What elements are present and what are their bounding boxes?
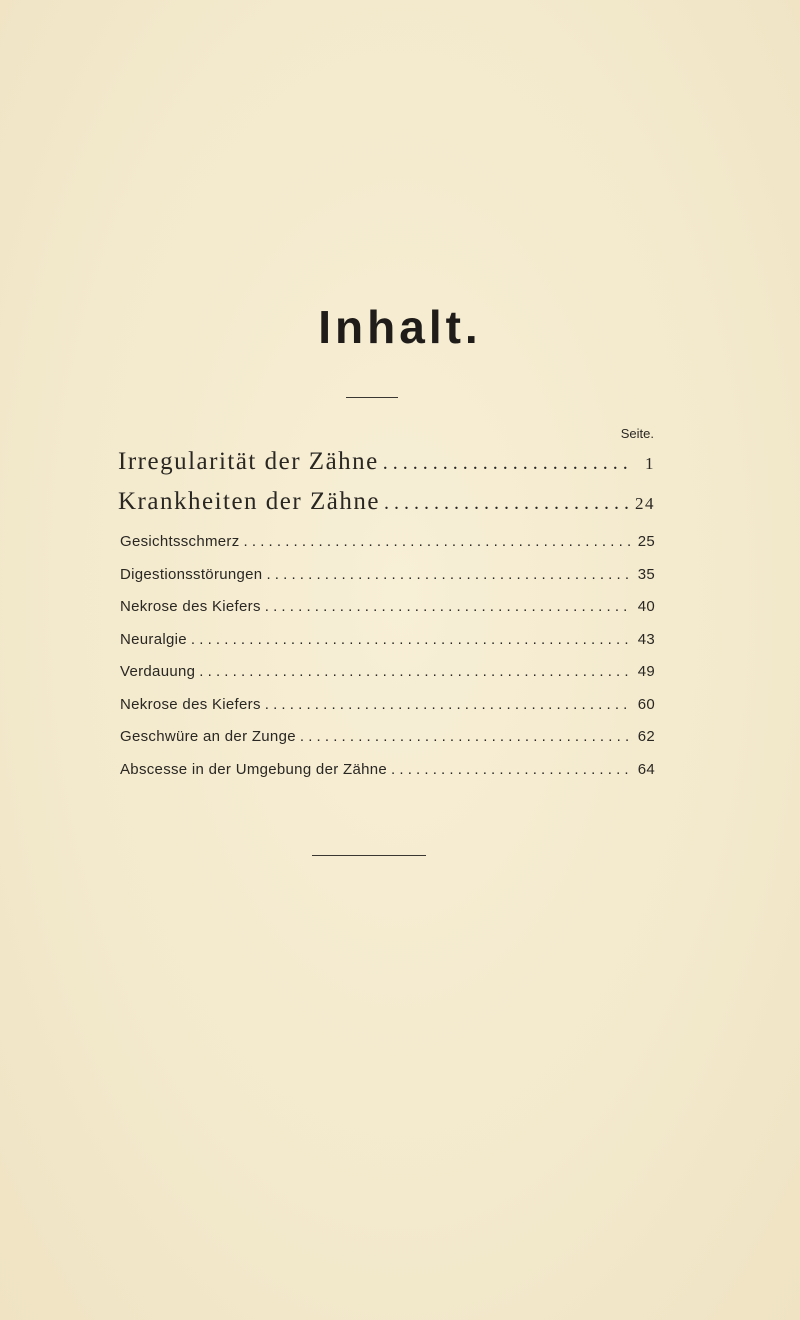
dot-leader	[265, 696, 631, 713]
closing-divider	[312, 855, 426, 856]
dot-leader	[384, 492, 629, 515]
dot-leader	[391, 761, 631, 778]
toc-entry-minor	[120, 663, 655, 680]
toc-entry-page-number: 49	[637, 663, 655, 680]
toc-entry-minor	[120, 631, 655, 648]
toc-entry-page-number: 62	[637, 728, 655, 745]
toc-entry-page-number: 60	[637, 696, 655, 713]
dot-leader	[199, 663, 631, 680]
toc-entry-minor	[120, 761, 655, 778]
toc-entry-label: Gesichtsschmerz	[120, 533, 240, 550]
toc-entry-page-number: 43	[637, 631, 655, 648]
toc-entry-minor	[120, 566, 655, 583]
toc-entry-label: Abscesse in der Umgebung der Zähne	[120, 761, 388, 778]
toc-entry-label: Verdauung	[120, 663, 196, 680]
page-column-header: Seite.	[620, 426, 654, 441]
toc-entry-label: Irregularität der Zähne	[118, 448, 379, 475]
toc-entry-minor	[120, 533, 655, 550]
toc-entry-minor	[120, 598, 655, 615]
toc-entry-minor	[120, 728, 655, 745]
dot-leader	[266, 566, 631, 583]
dot-leader	[300, 728, 631, 745]
toc-entry-minor	[120, 696, 655, 713]
toc-entry-label: Nekrose des Kiefers	[120, 598, 261, 615]
toc-entry-major	[118, 488, 655, 516]
toc-entry-major	[118, 448, 655, 476]
toc-entry-page-number: 40	[637, 598, 655, 615]
toc-entry-label: Nekrose des Kiefers	[120, 696, 261, 713]
toc-entry-page-number: 35	[637, 566, 655, 583]
page-title: Inhalt.	[318, 301, 482, 353]
toc-entry-label: Krankheiten der Zähne	[118, 488, 380, 515]
toc-entry-page-number: 24	[635, 494, 655, 513]
toc-entry-page-number: 1	[645, 454, 655, 473]
dot-leader	[383, 452, 629, 475]
dot-leader	[191, 631, 631, 648]
dot-leader	[265, 598, 631, 615]
toc-entry-page-number: 64	[637, 761, 655, 778]
toc-entry-label: Digestionsstörungen	[120, 566, 263, 583]
dot-leader	[244, 533, 631, 550]
toc-entry-label: Geschwüre an der Zunge	[120, 728, 296, 745]
toc-entry-label: Neuralgie	[120, 631, 187, 648]
toc-entry-page-number: 25	[637, 533, 655, 550]
